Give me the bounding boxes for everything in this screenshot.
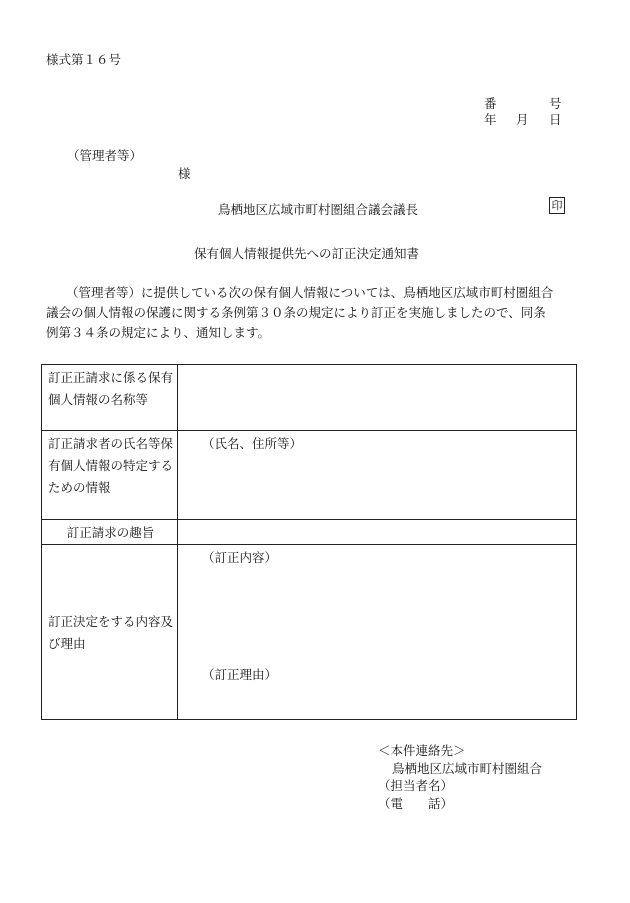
- table-row: [42, 545, 577, 720]
- label-requester-info: 訂正請求者の氏名等保有個人情報の特定するための情報: [42, 431, 178, 520]
- label-decision-content: 訂正決定をする内容及び理由: [42, 545, 178, 720]
- contact-block: [378, 742, 542, 812]
- form-number: 様式第１６号: [46, 52, 122, 67]
- number-label-ban: 番: [484, 96, 497, 111]
- info-table: [41, 364, 577, 720]
- date-label-month: 月: [516, 112, 529, 127]
- value-requester-info: （氏名、住所等）: [178, 431, 577, 520]
- contact-organization: 鳥栖地区広域市町村圏組合: [392, 760, 543, 776]
- table-row: [42, 520, 577, 545]
- table-row: [42, 431, 577, 520]
- date-label-day: 日: [549, 112, 562, 127]
- body-paragraph: [46, 283, 586, 343]
- value-record-name: [178, 365, 577, 431]
- sender-name: 鳥栖地区広域市町村圏組合議会議長: [218, 202, 419, 217]
- document-title: 保有個人情報提供先への訂正決定通知書: [194, 246, 420, 261]
- value-correction-content: （訂正内容）: [202, 550, 278, 565]
- number-label-go: 号: [549, 96, 562, 111]
- label-record-name: 訂正正請求に係る保有個人情報の名称等: [42, 365, 178, 431]
- value-decision-content: [178, 545, 577, 720]
- label-request-purpose: 訂正請求の趣旨: [42, 520, 178, 545]
- contact-person: （担当者名）: [378, 778, 454, 793]
- contact-phone: （電 話）: [378, 795, 454, 811]
- value-correction-reason: （訂正理由）: [202, 667, 278, 682]
- body-line-3: 例第３４条の規定により、通知します。: [46, 325, 271, 340]
- table-row: [42, 365, 577, 431]
- value-request-purpose: [178, 520, 577, 545]
- seal-stamp-box: 印: [549, 197, 565, 214]
- addressee-honorific: 様: [178, 166, 191, 181]
- date-label-year: 年: [484, 112, 497, 127]
- addressee-name: （管理者等）: [67, 148, 143, 163]
- body-line-2: 議会の個人情報の保護に関する条例第３０条の規定により訂正を実施しましたので、同条: [46, 305, 546, 320]
- contact-heading: ＜本件連絡先＞: [378, 743, 466, 758]
- body-line-1: （管理者等）に提供している次の保有個人情報については、鳥栖地区広域市町村圏組合: [66, 285, 554, 300]
